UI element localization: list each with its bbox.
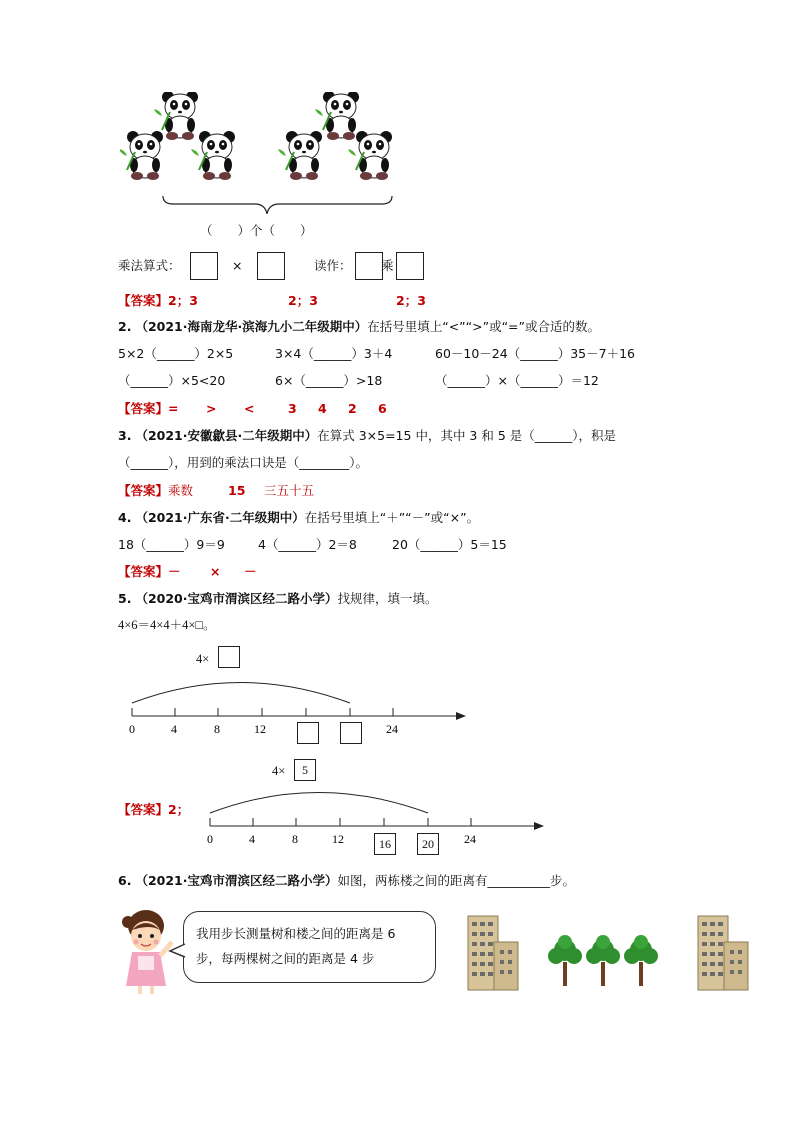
- answer-tag: 【答案】: [118, 564, 169, 579]
- q4-source: （2021·广东省·二年级期中）: [135, 510, 305, 525]
- q4-answer: [118, 562, 257, 580]
- q2-source: （2021·海南龙华·滨海九小二年级期中）: [135, 319, 368, 334]
- q3-source: （2021·安徽歙县·二年级期中）: [135, 428, 318, 443]
- answer-value: 2；: [168, 802, 190, 817]
- speech-bubble: [183, 911, 436, 983]
- q4-item-1[interactable]: 18（______）9＝9: [118, 537, 225, 552]
- building-left-icon: [464, 912, 522, 992]
- q1-answer: [118, 291, 198, 309]
- q2-item-6[interactable]: （______）×（______）＝12: [435, 373, 599, 388]
- q3-stem: [118, 427, 616, 445]
- q6-number: 6.: [118, 873, 132, 888]
- tick-label: 0: [129, 722, 135, 736]
- q2-stem: [118, 318, 600, 336]
- answer-value: 乘数: [168, 483, 194, 498]
- answer-tag: 【答案】: [118, 802, 169, 817]
- tick-label: 8: [214, 722, 220, 736]
- tick-label: 24: [464, 832, 476, 846]
- q6-source: （2021·宝鸡市渭滨区经二路小学）: [135, 873, 338, 888]
- q5-blank-box-1[interactable]: [297, 722, 319, 744]
- q5-answer-box-5: 5: [294, 759, 316, 781]
- q4-number: 4.: [118, 510, 132, 525]
- q3-number: 3.: [118, 428, 132, 443]
- q2-number: 2.: [118, 319, 132, 334]
- read-mul: 乘: [381, 258, 394, 273]
- q5-4x-label: 4×: [196, 652, 210, 666]
- q4-item-3[interactable]: 20（______）5＝15: [392, 537, 507, 552]
- q2-item-5[interactable]: 6×（______）>18: [275, 373, 383, 388]
- q3-answer: [118, 481, 314, 499]
- q5-formula: 4×6＝4×4＋4×□。: [118, 618, 216, 632]
- answer-value: 6: [378, 401, 387, 416]
- trees-icon: [545, 930, 665, 990]
- q5-answer-box-20: 20: [417, 833, 439, 855]
- count-blanks[interactable]: （ ）个（ ）: [200, 223, 313, 238]
- q6-stem: [118, 872, 575, 890]
- q2-item-1[interactable]: 5×2（______）2×5: [118, 346, 234, 361]
- answer-value: 三五十五: [264, 483, 315, 498]
- formula-label: 乘法算式：: [118, 258, 181, 273]
- q6-text[interactable]: 如图，两栋楼之间的距离有__________步。: [337, 873, 575, 888]
- q5-number-line: [120, 676, 470, 746]
- answer-tag: 【答案】: [118, 401, 169, 416]
- q5-source: （2020·宝鸡市渭滨区经二路小学）: [135, 591, 338, 606]
- answer-value: 4: [318, 401, 327, 416]
- q1-answer-3: 2；3: [396, 293, 426, 308]
- answer-value: 2: [348, 401, 357, 416]
- tick-label: 4: [249, 832, 255, 846]
- answer-value: 15: [228, 483, 246, 498]
- answer-tag: 【答案】: [118, 293, 169, 308]
- q4-item-2[interactable]: 4（______）2＝8: [258, 537, 357, 552]
- tick-label: 0: [207, 832, 213, 846]
- formula-box-2[interactable]: [257, 252, 285, 280]
- read-label: 读作：: [314, 258, 352, 273]
- answer-value: =: [168, 401, 179, 416]
- formula-box-1[interactable]: [190, 252, 218, 280]
- q2-item-2[interactable]: 3×4（______）3＋4: [275, 346, 393, 361]
- read-box-1[interactable]: [355, 252, 383, 280]
- tick-label: 4: [171, 722, 177, 736]
- q2-text: 在括号里填上“<”“>”或“=”或合适的数。: [367, 319, 601, 334]
- bubble-line-1: 我用步长测量树和楼之间的距离是 6: [196, 926, 396, 941]
- building-right-icon: [694, 912, 752, 992]
- read-box-2[interactable]: [396, 252, 424, 280]
- pandas-illustration: [120, 92, 410, 214]
- answer-value: －: [244, 564, 257, 579]
- q5-answer: [118, 800, 189, 818]
- bubble-tail: [168, 942, 186, 960]
- bubble-line-2: 步，每两棵树之间的距离是 4 步: [196, 951, 375, 966]
- q4-stem: [118, 509, 479, 527]
- q2-item-4[interactable]: （______）×5<20: [118, 373, 226, 388]
- q3-text: 在算式 3×5=15 中，其中 3 和 5 是（______），积是: [317, 428, 616, 443]
- q5-answer-number-line: [198, 786, 548, 856]
- times-sign: ×: [232, 258, 243, 273]
- q3-text-2[interactable]: （______），用到的乘法口诀是（________）。: [118, 455, 369, 470]
- answer-value: <: [244, 401, 255, 416]
- q5-text: 找规律，填一填。: [337, 591, 438, 606]
- answer-value: 3: [288, 401, 297, 416]
- q2-item-3[interactable]: 60－10－24（______）35－7＋16: [435, 346, 635, 361]
- tick-label: 24: [386, 722, 398, 736]
- q5-stem: [118, 590, 438, 608]
- tick-label: 8: [292, 832, 298, 846]
- tick-label: 12: [332, 832, 344, 846]
- answer-value: 2；3: [168, 293, 198, 308]
- q4-text: 在括号里填上“＋”“－”或“×”。: [304, 510, 480, 525]
- q5-blank-box-2[interactable]: [340, 722, 362, 744]
- q5-answer-4x-label: 4×: [272, 764, 286, 778]
- q2-answer: [118, 399, 387, 417]
- q5-multiplier-box[interactable]: [218, 646, 240, 668]
- tick-label: 12: [254, 722, 266, 736]
- q5-number: 5.: [118, 591, 132, 606]
- answer-value: －: [168, 564, 181, 579]
- q5-answer-box-16: 16: [374, 833, 396, 855]
- answer-value: ×: [210, 564, 221, 579]
- answer-value: >: [206, 401, 217, 416]
- q1-answer-2: 2；3: [288, 293, 318, 308]
- answer-tag: 【答案】: [118, 483, 169, 498]
